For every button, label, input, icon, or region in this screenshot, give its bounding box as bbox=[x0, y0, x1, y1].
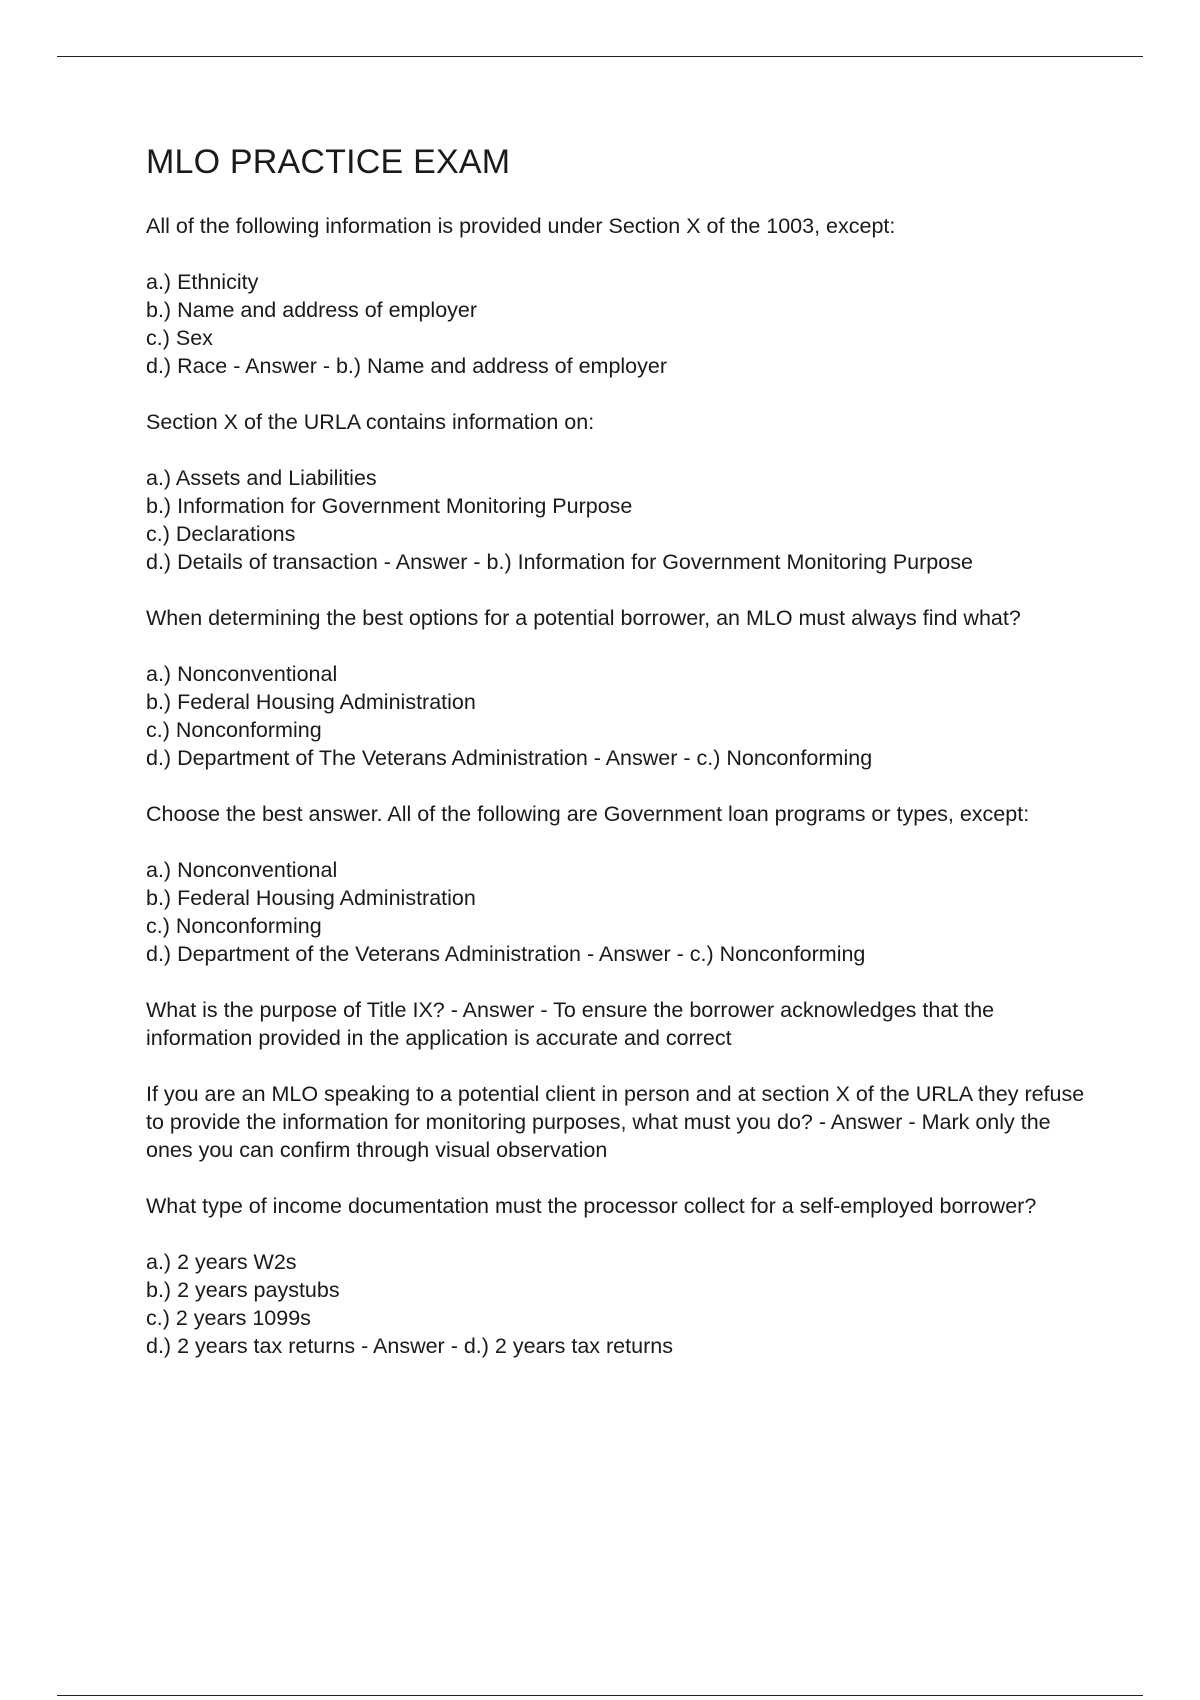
option-a: a.) Assets and Liabilities bbox=[146, 466, 377, 490]
question-block bbox=[146, 800, 1086, 968]
question-block bbox=[146, 1192, 1086, 1360]
document-body bbox=[146, 140, 1086, 1388]
option-d-answer: d.) Race - Answer - b.) Name and address of employer bbox=[146, 354, 667, 378]
option-d-answer: d.) Department of The Veterans Administration - Answer - c.) Nonconforming bbox=[146, 746, 873, 770]
option-b: b.) Information for Government Monitoring Purpose bbox=[146, 494, 633, 518]
monitoring-refusal-question-answer: If you are an MLO speaking to a potential client in person and at section X of the URLA they refuse to provide the information for monitoring purposes, what must you do? - Answer - Mark only the ones you can confirm through visual observation bbox=[146, 1082, 1085, 1162]
statement-block bbox=[146, 1080, 1086, 1164]
option-c: c.) 2 years 1099s bbox=[146, 1306, 311, 1330]
option-a: a.) Ethnicity bbox=[146, 270, 259, 294]
option-c: c.) Sex bbox=[146, 326, 213, 350]
option-c: c.) Nonconforming bbox=[146, 914, 322, 938]
option-b: b.) 2 years paystubs bbox=[146, 1278, 340, 1302]
option-b: b.) Federal Housing Administration bbox=[146, 886, 476, 910]
option-a: a.) Nonconventional bbox=[146, 662, 338, 686]
question-block bbox=[146, 212, 1086, 380]
question-text: Choose the best answer. All of the following are Government loan programs or types, except: bbox=[146, 802, 1030, 826]
option-d-answer: d.) 2 years tax returns - Answer - d.) 2 years tax returns bbox=[146, 1334, 673, 1358]
question-text: Section X of the URLA contains information on: bbox=[146, 410, 595, 434]
page-title: MLO PRACTICE EXAM bbox=[146, 143, 511, 181]
option-a: a.) Nonconventional bbox=[146, 858, 338, 882]
option-d-answer: d.) Department of the Veterans Administration - Answer - c.) Nonconforming bbox=[146, 942, 866, 966]
option-c: c.) Declarations bbox=[146, 522, 296, 546]
option-a: a.) 2 years W2s bbox=[146, 1250, 297, 1274]
question-text: What type of income documentation must the processor collect for a self-employed borrower? bbox=[146, 1194, 1037, 1218]
question-text: All of the following information is provided under Section X of the 1003, except: bbox=[146, 214, 896, 238]
question-block bbox=[146, 408, 1086, 576]
question-text: When determining the best options for a potential borrower, an MLO must always find what? bbox=[146, 606, 1021, 630]
title-ix-question-answer: What is the purpose of Title IX? - Answer - To ensure the borrower acknowledges that the information provided in the application is accurate and correct bbox=[146, 998, 995, 1050]
option-b: b.) Federal Housing Administration bbox=[146, 690, 476, 714]
bottom-divider bbox=[57, 1695, 1143, 1696]
option-b: b.) Name and address of employer bbox=[146, 298, 478, 322]
option-d-answer: d.) Details of transaction - Answer - b.) Information for Government Monitoring Purpose bbox=[146, 550, 973, 574]
top-divider bbox=[57, 56, 1143, 57]
statement-block bbox=[146, 996, 1086, 1052]
option-c: c.) Nonconforming bbox=[146, 718, 322, 742]
question-block bbox=[146, 604, 1086, 772]
